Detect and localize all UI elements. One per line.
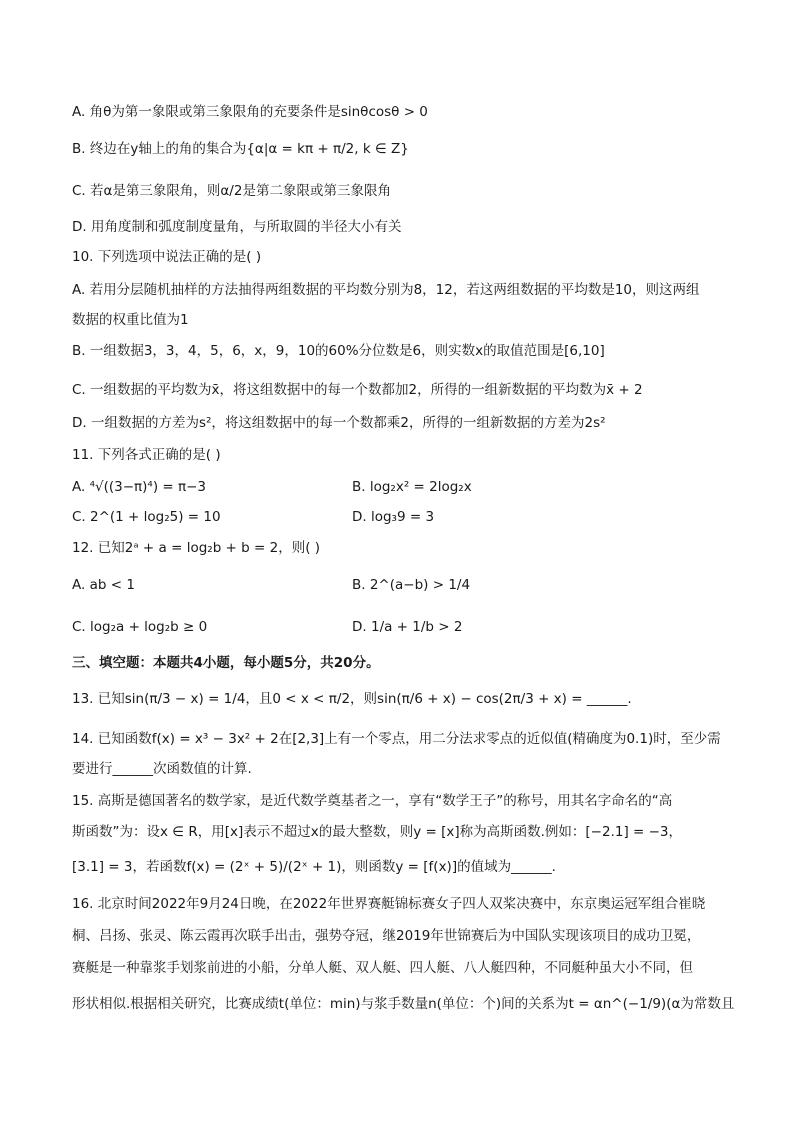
q10-option-a-line2: 数据的权重比值为1	[72, 312, 189, 328]
q16-line2: 桐、吕扬、张灵、陈云霞再次联手出击，强势夺冠，继2019年世锦赛后为中国队实现该项目的成功卫冕，	[72, 928, 701, 944]
q11-option-c: C. 2^(1 + log₂5) = 10	[72, 509, 221, 525]
q10-option-b: B. 一组数据3，3，4，5，6，x，9，10的60%分位数是6，则实数x的取值范围是[6,10]	[72, 343, 605, 359]
q11-option-a: A. ⁴√((3−π)⁴) = π−3	[72, 479, 207, 495]
q15-line3: [3.1] = 3，若函数f(x) = (2ˣ + 5)/(2ˣ + 1)，则函数y = [f(x)]的值域为______.	[72, 859, 556, 875]
q9-option-d: D. 用角度制和弧度制度量角，与所取圆的半径大小有关	[72, 219, 402, 235]
q9-option-b: B. 终边在y轴上的角的集合为{α|α = kπ + π/2, k ∈ Z}	[72, 141, 409, 157]
q14-line2: 要进行______次函数值的计算.	[72, 761, 252, 777]
q13: 13. 已知sin(π/3 − x) = 1/4，且0 < x < π/2，则sin(π/6 + x) − cos(2π/3 + x) = ______.	[72, 691, 632, 707]
q12-option-b: B. 2^(a−b) > 1/4	[352, 577, 471, 593]
q16-line4: 形状相似.根据相关研究，比赛成绩t(单位：min)与浆手数量n(单位：个)间的关系为t = αn^(−1/9)(α为常数且	[72, 996, 735, 1012]
q9-option-c: C. 若α是第三象限角，则α/2是第二象限或第三象限角	[72, 183, 391, 199]
q12-option-a: A. ab < 1	[72, 577, 135, 593]
q10-stem: 10. 下列选项中说法正确的是( )	[72, 249, 262, 265]
q10-option-c: C. 一组数据的平均数为x̄，将这组数据中的每一个数都加2，所得的一组新数据的平均数为x̄ + 2	[72, 382, 643, 398]
section-3-heading: 三、填空题：本题共4小题，每小题5分，共20分。	[72, 655, 380, 671]
q11-option-d: D. log₃9 = 3	[352, 509, 435, 525]
q15-line2: 斯函数”为：设x ∈ R，用[x]表示不超过x的最大整数，则y = [x]称为高斯函数.例如：[−2.1] = −3，	[72, 824, 683, 840]
q11-stem: 11. 下列各式正确的是( )	[72, 447, 221, 463]
q11-option-b: B. log₂x² = 2log₂x	[352, 479, 472, 495]
q10-option-d: D. 一组数据的方差为s²，将这组数据中的每一个数都乘2，所得的一组新数据的方差为2s²	[72, 415, 606, 431]
q12-stem: 12. 已知2ᵃ + a = log₂b + b = 2，则( )	[72, 540, 321, 556]
q16-line3: 赛艇是一种靠浆手划浆前进的小船，分单人艇、双人艇、四人艇、八人艇四种，不同艇种虽大小不同，但	[72, 960, 693, 976]
q15-line1: 15. 高斯是德国著名的数学家，是近代数学奠基者之一，享有“数学王子”的称号，用其名字命名的“高	[72, 793, 673, 809]
q12-option-d: D. 1/a + 1/b > 2	[352, 619, 463, 635]
q16-line1: 16. 北京时间2022年9月24日晚，在2022年世界赛艇锦标赛女子四人双桨决赛中，东京奥运冠军组合崔晓	[72, 896, 706, 912]
q14-line1: 14. 已知函数f(x) = x³ − 3x² + 2在[2,3]上有一个零点，用二分法求零点的近似值(精确度为0.1)时，至少需	[72, 731, 721, 747]
q10-option-a-line1: A. 若用分层随机抽样的方法抽得两组数据的平均数分别为8，12，若这两组数据的平均数是10，则这两组	[72, 282, 700, 298]
q9-option-a: A. 角θ为第一象限或第三象限角的充要条件是sinθcosθ > 0	[72, 104, 428, 120]
q12-option-c: C. log₂a + log₂b ≥ 0	[72, 619, 208, 635]
